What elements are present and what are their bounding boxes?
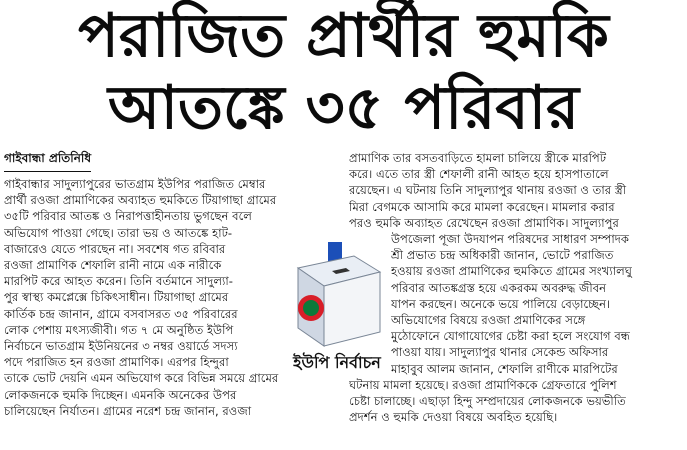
text-line: রয়েছেন। এ ঘটনায় তিনি সাদুল্যাপুর থানায় রওজা ও তার স্ত্রী [349, 183, 627, 198]
text-line: পরও হুমকি অব্যাহত রেখেছেন রওজা প্রামাণিক। সাদুল্যাপুর [349, 215, 619, 230]
text-line: পাওয়া যায়। সাদুল্যাপুর থানার সেকেন্ড অফিসার [391, 345, 609, 360]
text-line: কার্তিক চন্দ্র জানান, গ্রামে বসবাসরত ৩৫ পরিবারের [4, 306, 238, 321]
headline-line-2: আতঙ্কে ৩৫ পরিবার [107, 73, 580, 143]
text-line: নির্বাচনে ভাতগ্রাম ইউনিয়নের ৩ নম্বর ওয়ার্ডে সদস্য [4, 339, 238, 354]
headline [0, 1, 687, 143]
text-line: অভিযোগের বিষয়ে রওজা প্রমাণিকের সঙ্গে [391, 313, 586, 328]
emblem-inner [303, 300, 319, 316]
text-line: পরিবার আতঙ্কগ্রস্ত হয়ে একরকম অবরুদ্ধ জীবন [391, 280, 607, 295]
text-line: চেষ্টা চালাচ্ছে। এছাড়া হিন্দু সম্প্রদায়ের লোকজনকে ভয়ভীতি [349, 394, 626, 409]
text-line: প্রামাণিক তার বসতবাড়িতে হামলা চালিয়ে স্ত্রীকে মারপিট [349, 151, 607, 165]
text-line: পদে পরাজিত হন রওজা প্রামাণিক। এরপর হিন্দুরা [4, 355, 229, 370]
text-line: মাহাবুব আলম জানান, শেফালি রাণীকে মারপিটের [391, 361, 618, 376]
text-line: ঘটনায় মামলা হয়েছে। রওজা প্রামাণিককে গ্রেফতারে পুলিশ [349, 377, 617, 392]
text-line: করে। এতে তার স্ত্রী শেফালী রানী আহত হয়ে হাসপাতালে [349, 167, 609, 182]
headline-line-1: পরাজিত প্রার্থীর হুমকি [78, 1, 609, 71]
text-line: প্রার্থী রওজা প্রামাণিকের অব্যাহত হুমকিতে টিয়াগাছা গ্রামের [4, 193, 277, 208]
text-line: তাকে ভোট দেয়নি এমন অভিযোগ করে বিভিন্ন সময়ে গ্রামের [4, 371, 279, 386]
text-line: শ্রী প্রভাত চন্দ্র অধিকারী জানান, ভোটে পরাজিত [391, 248, 614, 263]
byline: গাইবান্ধা প্রতিনিধি [4, 150, 91, 172]
figure-caption: ইউপি নির্বাচন [293, 353, 381, 372]
text-line: চালিয়েছেন নির্যাতন। গ্রামের নরেশ চন্দ্র জানান, রওজা [4, 403, 252, 418]
text-line: হওয়ায় রওজা প্রামাণিকের হুমকিতে গ্রামের সংখ্যালঘু [391, 264, 632, 279]
text-line: লোকজনকে হুমকি দিচ্ছেন। এমনকি অনেকের উপর [4, 387, 237, 402]
text-line: মারপিট করে আহত করেন। তিনি বর্তমানে সাদুল্যা- [4, 274, 233, 289]
text-line: প্রদর্শন ও হুমকি দেওয়া বিষয়ে অবহিত হয়েছি। [349, 410, 558, 425]
text-line: মুঠোফোনে যোগাযোগের চেষ্টা করা হলে সংযোগ বন্ধ [391, 329, 630, 344]
text-line: লোক পেশায় মৎস্যজীবী। গত ৭ মে অনুষ্ঠিত ইউপি [4, 322, 234, 337]
text-line: অভিযোগ পাওয়া গেছে। তারা ভয় ও আতঙ্কে হাট- [4, 225, 233, 240]
text-line: উপজেলা পূজা উদযাপন পরিষদের সাধারণ সম্পাদক [391, 232, 629, 247]
text-line: গাইবান্ধার সাদুল্যাপুরের ভাতগ্রাম ইউপির পরাজিত মেম্বার [4, 177, 266, 191]
text-line: বাজারেও যেতে পারছেন না। সবশেষ গত রবিবার [4, 241, 226, 256]
text-line: রওজা প্রামাণিক শেফালি রানী নামে এক নারীকে [4, 258, 222, 273]
ballot-box-illustration [284, 238, 388, 368]
article-right-column [349, 150, 683, 425]
text-line: যাপন করছেন। অনেকে ভয়ে পালিয়ে বেড়াচ্ছেন। [391, 296, 611, 311]
text-line: মিরা বেগমকে আসামি করে মামলা করেছেন। মামলার করার [349, 199, 615, 214]
text-line: পুর স্বাস্থ্য কমপ্লেক্সে চিকিৎসাধীন। টিয়াগাছা গ্রামের [4, 290, 229, 305]
text-line: ৩৫টি পরিবার আতঙ্ক ও নিরাপত্তাহীনতায় ভুগছেন বলে [4, 209, 252, 224]
